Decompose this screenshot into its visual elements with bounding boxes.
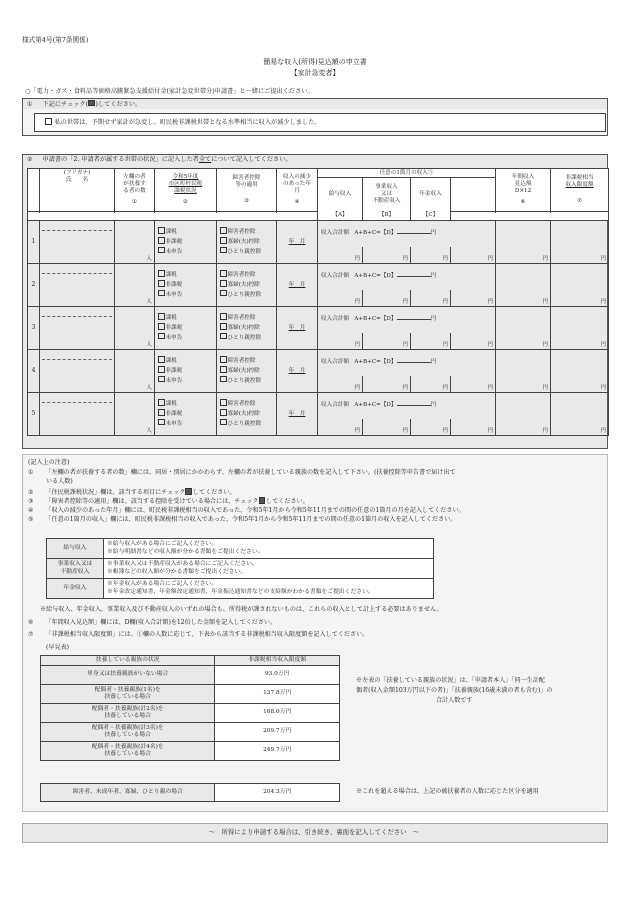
note-4	[28, 506, 465, 515]
doc-kyuyo-l1: ※給与収入がある場合にご記入ください。	[107, 541, 218, 548]
hayami-side-note	[356, 676, 552, 706]
abc-b: 【B】	[363, 212, 411, 221]
nontaxed-label: 非課税	[165, 282, 183, 289]
note-1	[28, 468, 456, 477]
taxed-label: 課税	[165, 358, 177, 365]
widow-checkbox[interactable]	[220, 280, 227, 287]
mark-7: ⑦	[577, 197, 583, 204]
note-6-num: ⑥	[28, 619, 34, 626]
note-5	[28, 515, 456, 524]
income-total-label: 収入合計額	[321, 359, 349, 366]
furigana-label: (フリガナ)	[63, 170, 91, 176]
limit-cell[interactable]: 円	[551, 221, 609, 264]
taxed-checkbox[interactable]	[158, 356, 165, 363]
tax-status-cell[interactable]	[155, 307, 217, 350]
special-amount: 204.3万円	[215, 784, 340, 802]
dependents-header-l3: る者の数	[123, 188, 146, 194]
undeclared-checkbox[interactable]	[158, 333, 165, 340]
deduction-cell[interactable]	[217, 393, 277, 436]
hayami-row	[41, 685, 340, 704]
deduction-cell[interactable]	[217, 264, 277, 307]
note-6-text: 「年間収入見込額」欄には、D欄(収入合計額)を12倍した金額を記入してください。	[45, 619, 277, 626]
annual-income-cell[interactable]: 円	[496, 221, 551, 264]
widow-label: 寡婦(夫)控除	[227, 411, 260, 418]
hayami-special-table	[40, 783, 340, 802]
row-num-header	[28, 169, 40, 212]
tax-status-header	[155, 169, 217, 212]
section2-label-end: について記入してください。	[211, 155, 292, 163]
table-row	[28, 393, 609, 419]
disability-checkbox[interactable]	[220, 399, 227, 406]
note-2-end: してください。	[192, 489, 236, 496]
single-parent-checkbox[interactable]	[220, 419, 227, 426]
hayami-status-line: 扶養している場合	[104, 751, 151, 757]
note-7	[28, 630, 368, 639]
doc-kyuyo-name: 給与収入	[47, 539, 104, 559]
disability-label: 障害者控除	[227, 315, 256, 322]
docs-note: ※給与収入、年金収入、事業収入及び不動産収入のいずれの場合も、所得税が課されないものは、これらの収入として計上する必要はありません。	[40, 606, 443, 613]
note-2-num: ②	[28, 489, 34, 496]
nenkin-cell[interactable]: 円	[411, 419, 451, 436]
tax-status-l1: 令和5年度	[172, 174, 199, 181]
annual-income-cell[interactable]: 円	[496, 393, 551, 436]
hayami-status-line: 配偶者・扶養親族(計4名)を	[91, 743, 164, 750]
taxed-label: 課税	[165, 315, 177, 322]
hayami-amount: 209.7万円	[215, 723, 340, 742]
dependents-cell[interactable]: 人	[115, 264, 155, 307]
taxed-checkbox[interactable]	[158, 227, 165, 234]
note-3-num: ③	[28, 498, 34, 505]
doc-kyuyo-lines	[104, 539, 434, 559]
note-5-num: ⑤	[28, 516, 34, 523]
decrease-month-cell[interactable]	[277, 264, 318, 307]
footer-text: ～ 所得により申請する場合は、引き続き、裏面を記入してください ～	[208, 828, 420, 836]
doc-jigyo-lines	[104, 559, 434, 579]
widow-checkbox[interactable]	[220, 366, 227, 373]
total-cell[interactable]: 円	[451, 247, 496, 264]
disability-label: 障害者控除	[227, 401, 256, 408]
yen-label: 円	[430, 230, 437, 237]
section1-check[interactable]	[45, 118, 321, 127]
year-month-label: 年 月	[288, 367, 306, 374]
deduction-cell[interactable]	[217, 307, 277, 350]
year-month-label: 年 月	[288, 324, 306, 331]
note-2-text: 「住民税課税状況」欄は、該当する項目にチェック	[45, 489, 186, 496]
single-parent-checkbox[interactable]	[220, 290, 227, 297]
taxed-label: 課税	[165, 272, 177, 279]
yen-label: 円	[430, 273, 437, 280]
nenkin-cell[interactable]: 円	[411, 376, 451, 393]
deduction-cell[interactable]	[217, 350, 277, 393]
nontaxed-label: 非課税	[165, 411, 183, 418]
year-month-label: 年 月	[288, 238, 306, 245]
note-3	[28, 497, 309, 506]
section2-label-ul: 全て	[198, 155, 212, 163]
yen-label: 円	[430, 359, 437, 366]
disability-label: 障害者控除	[227, 229, 256, 236]
side-note-l2: 偶者(収入金額103万円以下の者)」「扶養親族(16歳未満の者も含む)」の	[356, 687, 553, 694]
note-2	[28, 488, 236, 497]
decrease-month-cell[interactable]	[277, 221, 318, 264]
widow-label: 寡婦(夫)控除	[227, 239, 260, 246]
checkbox-sample-icon	[185, 488, 192, 495]
intro-note: ○「電力・ガス・食料品等価格高騰緊急支援給付金(家計急変世帯分)申請書」と一緒にご提出ください。	[25, 88, 314, 95]
section1-check-text: 私の世帯は、予期せず家計が急変し、町民税非課税世帯となる水準相当に収入が減少しました。	[54, 119, 321, 126]
side-note-l1: ※左表の「扶養している親族の状況」は、「申請者本人」「同一生計配	[356, 677, 545, 684]
hayami-row	[41, 666, 340, 685]
widow-checkbox[interactable]	[220, 237, 227, 244]
name-cell[interactable]	[40, 307, 115, 350]
kyuyo-cell[interactable]: 円	[318, 376, 363, 393]
income-total-cell[interactable]	[318, 221, 496, 247]
disability-checkbox[interactable]	[220, 270, 227, 277]
limit-header	[551, 169, 609, 212]
annual-income-header	[496, 169, 551, 212]
documents-table	[46, 538, 434, 599]
income-total-cell[interactable]	[318, 350, 496, 376]
limit-cell[interactable]: 円	[551, 393, 609, 436]
deduction-cell[interactable]	[217, 221, 277, 264]
disability-label: 障害者控除	[227, 272, 256, 279]
household-table	[27, 168, 609, 436]
jigyo-header	[363, 178, 411, 212]
jigyo-l2: 又は	[380, 191, 393, 198]
taxed-label: 課税	[165, 401, 177, 408]
dependents-header	[115, 169, 155, 212]
checkbox-sample-icon	[259, 497, 266, 504]
row-number: 4	[28, 350, 40, 393]
decrease-month-cell[interactable]	[277, 393, 318, 436]
hayami-status	[41, 723, 215, 742]
household-change-checkbox[interactable]	[45, 118, 52, 125]
undeclared-label: 未申告	[165, 248, 183, 255]
hayami-amount: 137.8万円	[215, 685, 340, 704]
hayami-header-status: 扶養している親族の状況	[41, 656, 215, 666]
year-month-label: 年 月	[288, 410, 306, 417]
abc-a: 【A】	[318, 212, 363, 221]
taxed-checkbox[interactable]	[158, 270, 165, 277]
hayami-status-line: 単身又は扶養親族がいない場合	[87, 671, 169, 678]
note-1-text: 「左欄の者が扶養する者の数」欄には、同居・別居にかかわらず、左欄の者が扶養している親族の数を記入して下さい。(扶養控除等申告書で届け出て	[45, 469, 456, 476]
section2-num: ②	[27, 155, 33, 163]
name-header	[40, 169, 115, 212]
mark-6: ⑥	[520, 198, 526, 205]
tax-status-cell[interactable]	[155, 221, 217, 264]
note-7-text: 「非課税相当収入限度額」には、①欄の人数に応じて、下表から該当する非課税相当収入限度額を記入してください。	[45, 631, 369, 638]
tax-status-l3: 課税状況	[174, 188, 197, 194]
section1-label-text: 下記にチェック(	[42, 100, 89, 108]
doc-nenkin-lines	[104, 579, 434, 599]
abc-spacer	[28, 212, 318, 221]
nontaxed-label: 非課税	[165, 239, 183, 246]
income-total-label: 収入合計額	[321, 316, 349, 323]
income-group-header: 任意の1箇月の収入⑤	[318, 169, 496, 178]
jigyo-cell[interactable]: 円	[363, 333, 411, 350]
nontaxed-label: 非課税	[165, 368, 183, 375]
note-4-text: 「収入の減少のあった年月」欄には、町民税非課税相当の収入であった、令和5年1月から令和5年11月までの間の任意の1箇月の月を記入してください。	[45, 507, 465, 514]
nontaxed-checkbox[interactable]	[158, 323, 165, 330]
tax-status-cell[interactable]	[155, 350, 217, 393]
undeclared-label: 未申告	[165, 291, 183, 298]
formula-label: A+B+C=【D】	[354, 402, 397, 409]
page-title: 簡易な収入(所得)見込額の申立書	[263, 58, 367, 66]
jigyo-l1: 事業収入	[375, 184, 398, 191]
income-total-label: 収入合計額	[321, 230, 349, 237]
single-parent-label: ひとり親控除	[227, 334, 262, 341]
name-cell[interactable]	[40, 350, 115, 393]
decrease-month-cell[interactable]	[277, 350, 318, 393]
doc-jigyo-name	[47, 559, 104, 579]
formula-label: A+B+C=【D】	[354, 273, 397, 280]
annual-l2: 見込額	[514, 181, 532, 188]
annual-income-cell[interactable]: 円	[496, 307, 551, 350]
income-total-cell[interactable]	[318, 393, 496, 419]
doc-jigyo-name-l1: 事業収入又は	[57, 561, 93, 568]
disability-checkbox[interactable]	[220, 356, 227, 363]
total-cell[interactable]: 円	[451, 419, 496, 436]
undeclared-label: 未申告	[165, 334, 183, 341]
formula-label: A+B+C=【D】	[354, 230, 397, 237]
table-row	[28, 350, 609, 376]
abc-c: 【C】	[411, 212, 451, 221]
disability-checkbox[interactable]	[220, 227, 227, 234]
dependents-header-l1: 左欄の者	[123, 174, 146, 181]
kyuyo-cell[interactable]: 円	[318, 290, 363, 307]
hayami-status-line: 配偶者・扶養親族(1名)を	[94, 686, 161, 693]
undeclared-label: 未申告	[165, 377, 183, 384]
hayami-status	[41, 742, 215, 761]
decrease-l2: のあった年	[283, 181, 311, 188]
hayami-header-amount: 非課税相当収入限度額	[215, 656, 340, 666]
widow-label: 寡婦(夫)控除	[227, 282, 260, 289]
special-status: 障害者、未成年者、寡婦、ひとり親の場合	[41, 784, 215, 802]
dependents-cell[interactable]: 人	[115, 221, 155, 264]
note-3-end: してください。	[266, 498, 309, 505]
name-cell[interactable]	[40, 393, 115, 436]
yen-label: 円	[430, 316, 437, 323]
total-cell[interactable]: 円	[451, 333, 496, 350]
single-parent-label: ひとり親控除	[227, 248, 262, 255]
kyuyo-cell[interactable]: 円	[318, 419, 363, 436]
nenkin-header: 年金収入	[411, 178, 451, 212]
doc-jigyo-l2: ※帳簿などの収入額が分かる書類をご提出ください。	[107, 568, 247, 575]
nontaxed-label: 非課税	[165, 325, 183, 332]
annual-income-cell[interactable]: 円	[496, 350, 551, 393]
taxed-checkbox[interactable]	[158, 399, 165, 406]
nontaxed-checkbox[interactable]	[158, 409, 165, 416]
jigyo-cell[interactable]: 円	[363, 290, 411, 307]
page-subtitle: 【家計急変者】	[290, 69, 340, 77]
nenkin-cell[interactable]: 円	[411, 333, 451, 350]
row-number: 5	[28, 393, 40, 436]
total-cell[interactable]: 円	[451, 376, 496, 393]
undeclared-checkbox[interactable]	[158, 247, 165, 254]
note-7-num: ⑦	[28, 631, 34, 638]
jigyo-cell[interactable]: 円	[363, 247, 411, 264]
widow-label: 寡婦(夫)控除	[227, 325, 260, 332]
annual-income-cell[interactable]: 円	[496, 264, 551, 307]
single-parent-label: ひとり親控除	[227, 377, 262, 384]
undeclared-checkbox[interactable]	[158, 376, 165, 383]
name-cell[interactable]	[40, 264, 115, 307]
widow-label: 寡婦(夫)控除	[227, 368, 260, 375]
mark-1: ①	[131, 198, 137, 205]
undeclared-checkbox[interactable]	[158, 290, 165, 297]
nontaxed-checkbox[interactable]	[158, 280, 165, 287]
form-number: 様式第4号(第7条関係)	[22, 36, 89, 44]
table-row	[28, 221, 609, 247]
note-6	[28, 618, 276, 627]
table-row	[28, 307, 609, 333]
note-4-num: ④	[28, 507, 34, 514]
table-row	[28, 264, 609, 290]
hayami-status	[41, 666, 215, 685]
decrease-month-cell[interactable]	[277, 307, 318, 350]
section1-num: ①	[27, 100, 33, 108]
annual-l1: 年間収入	[511, 174, 535, 181]
widow-checkbox[interactable]	[220, 323, 227, 330]
mark-2: ②	[182, 198, 188, 205]
hayami-label: (早見表)	[46, 644, 70, 651]
total-cell[interactable]: 円	[451, 290, 496, 307]
section2-label	[27, 156, 292, 164]
side-note-l3: 合計人数です	[435, 697, 473, 704]
undeclared-label: 未申告	[165, 420, 183, 427]
tax-status-cell[interactable]	[155, 264, 217, 307]
single-parent-label: ひとり親控除	[227, 420, 262, 427]
nenkin-cell[interactable]: 円	[411, 247, 451, 264]
yen-label: 円	[430, 402, 437, 409]
undeclared-checkbox[interactable]	[158, 419, 165, 426]
single-parent-label: ひとり親控除	[227, 291, 262, 298]
tax-status-cell[interactable]	[155, 393, 217, 436]
note-5-text: 「任意の1箇月の収入」欄には、町民税非課税相当の収入であった、令和5年1月から令和5年11月までの間の任意の1箇月の収入を記入してください。	[45, 516, 457, 523]
hayami-status	[41, 704, 215, 723]
hayami-row	[41, 704, 340, 723]
doc-nenkin-name: 年金収入	[47, 579, 104, 599]
disability-checkbox[interactable]	[220, 313, 227, 320]
single-parent-checkbox[interactable]	[220, 247, 227, 254]
income-total-cell[interactable]	[318, 307, 496, 333]
limit-l2: 収入限度額	[565, 182, 594, 188]
hayami-amount: 93.0万円	[215, 666, 340, 685]
section2-label-text: 申請書の「2. 申請者が属する世帯の状況」に記入した者	[42, 155, 199, 163]
limit-cell[interactable]: 円	[551, 350, 609, 393]
decrease-month-header	[277, 169, 318, 212]
deduction-l1: 障害者控除	[232, 175, 261, 182]
hayami-amount: 249.7万円	[215, 742, 340, 761]
section1-label-end: )してください。	[95, 100, 142, 108]
decrease-l1: 収入の減少	[283, 174, 311, 181]
hayami-status-line: 扶養している場合	[104, 713, 151, 719]
taxed-checkbox[interactable]	[158, 313, 165, 320]
decrease-l3: 月	[294, 188, 300, 194]
note-1-cont: いる人数)	[46, 478, 73, 485]
dependents-cell[interactable]: 人	[115, 350, 155, 393]
year-month-label: 年 月	[288, 281, 306, 288]
kyuyo-header: 給与収入	[318, 178, 363, 212]
hayami-status-line: 配偶者・扶養親族(計3名)を	[91, 724, 164, 731]
hayami-status-line: 扶養している場合	[104, 694, 151, 700]
hayami-status-line: 扶養している場合	[104, 732, 151, 738]
mark-3: ③	[243, 197, 249, 204]
formula-label: A+B+C=【D】	[354, 359, 397, 366]
name-cell[interactable]	[40, 221, 115, 264]
limit-cell[interactable]: 円	[551, 307, 609, 350]
income-total-label: 収入合計額	[321, 402, 349, 409]
abc-d-spacer	[451, 212, 609, 221]
doc-jigyo-name-l2: 不動産収入	[60, 568, 90, 575]
dependents-header-l2: が扶養す	[123, 181, 146, 188]
income-total-label: 収入合計額	[321, 273, 349, 280]
hayami-status-line: 配偶者・扶養親族(計2名)を	[91, 705, 164, 712]
deduction-header	[217, 169, 277, 212]
row-number: 3	[28, 307, 40, 350]
dependents-cell[interactable]: 人	[115, 393, 155, 436]
spacer-header	[451, 178, 496, 212]
kyuyo-cell[interactable]: 円	[318, 247, 363, 264]
note-3-text: 「障害者控除等の適用」欄は、該当する控除を受けている場合には、チェック	[45, 498, 259, 505]
hayami-status	[41, 685, 215, 704]
section1-label	[27, 100, 141, 109]
doc-nenkin-l2: ※年金改定通知書、年金額改定通知書、年金振込通知書などの支給額がわかる書類をご提出ください。	[107, 588, 374, 595]
row-number: 1	[28, 221, 40, 264]
tax-status-l2: 市区町村民税	[168, 181, 203, 188]
nontaxed-checkbox[interactable]	[158, 366, 165, 373]
widow-checkbox[interactable]	[220, 409, 227, 416]
jigyo-cell[interactable]: 円	[363, 419, 411, 436]
special-note: ※これを超える場合は、上記の被扶養者の人数に応じた区分を適用	[356, 788, 539, 795]
taxed-label: 課税	[165, 229, 177, 236]
doc-jigyo-l1: ※事業収入又は不動産収入がある場合にご記入ください。	[107, 561, 258, 568]
jigyo-cell[interactable]: 円	[363, 376, 411, 393]
name-label: 氏 名	[65, 176, 89, 183]
dependents-cell[interactable]: 人	[115, 307, 155, 350]
income-total-cell[interactable]	[318, 264, 496, 290]
notes-heading: (記入上の注意)	[28, 459, 70, 466]
note-1-num: ①	[28, 469, 34, 476]
deduction-l2: 等の適用	[235, 182, 258, 188]
doc-nenkin-l1: ※年金収入がある場合にご記入ください。	[107, 581, 218, 588]
limit-cell[interactable]: 円	[551, 264, 609, 307]
row-number: 2	[28, 264, 40, 307]
formula-label: A+B+C=【D】	[354, 316, 397, 323]
hayami-table	[40, 655, 340, 761]
disability-label: 障害者控除	[227, 358, 256, 365]
single-parent-checkbox[interactable]	[220, 376, 227, 383]
nenkin-cell[interactable]: 円	[411, 290, 451, 307]
single-parent-checkbox[interactable]	[220, 333, 227, 340]
hayami-row	[41, 723, 340, 742]
limit-l1: 非課税相当	[565, 175, 594, 182]
mark-4: ④	[294, 198, 300, 205]
hayami-row	[41, 742, 340, 761]
checkbox-sample-icon	[88, 100, 95, 107]
annual-l3: D×12	[514, 188, 532, 194]
jigyo-l3: 不動産収入	[372, 198, 401, 205]
nontaxed-checkbox[interactable]	[158, 237, 165, 244]
doc-kyuyo-l2: ※給与明細書などの収入額が分かる書類をご提出ください。	[107, 548, 264, 555]
kyuyo-cell[interactable]: 円	[318, 333, 363, 350]
hayami-amount: 168.0万円	[215, 704, 340, 723]
